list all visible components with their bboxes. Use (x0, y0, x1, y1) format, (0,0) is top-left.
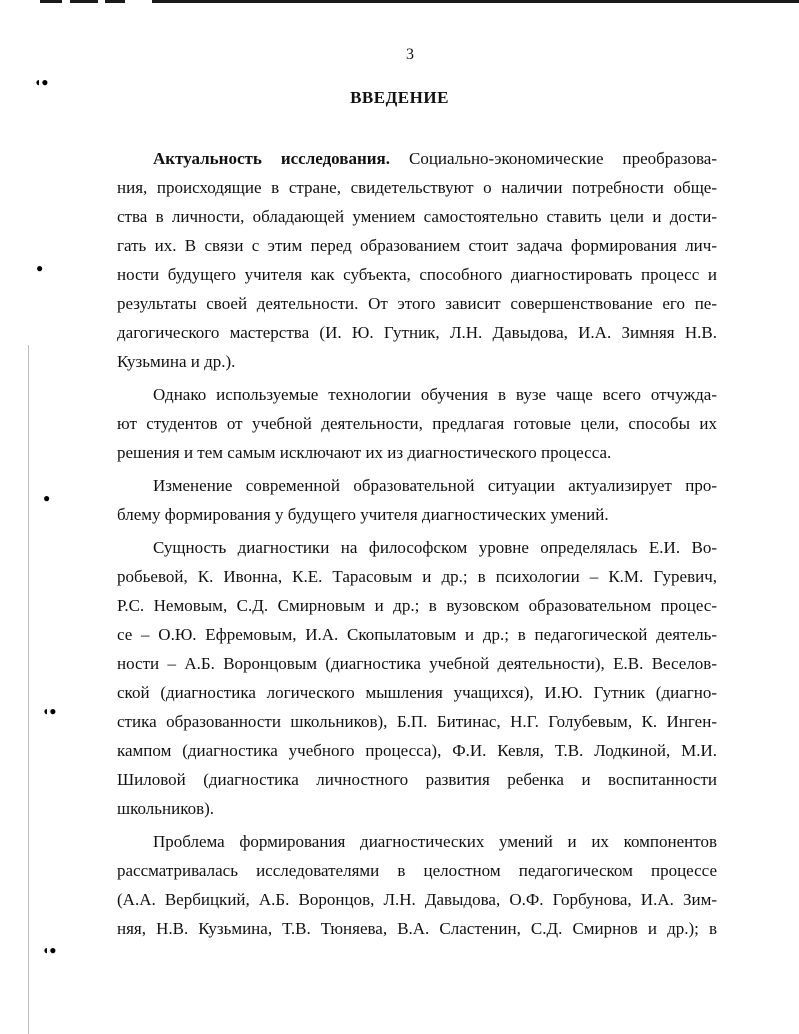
text-line: дагогического мастерства (И. Ю. Гутник, Л.Н. Давыдова, И.А. Зимняя Н.В. (117, 323, 717, 342)
text-line: робьевой, К. Ивонна, К.Е. Тарасовым и др.; в психологии – К.М. Гуревич, (117, 567, 717, 586)
page-title: ВВЕДЕНИЕ (350, 88, 449, 107)
text-line: Актуальность исследования. Социально-экономические преобразова- (153, 149, 717, 168)
text-line: ют студентов от учебной деятельности, предлагая готовые цели, способы их (117, 414, 717, 433)
text-line: Кузьмина и др.). (117, 352, 236, 371)
text-line: Шиловой (диагностика личностного развития ребенка и воспитанности (117, 770, 717, 789)
text-line: ства в личности, обладающей умением самостоятельно ставить цели и дости- (117, 207, 717, 226)
text-line: рассматривалась исследователями в целостном педагогическом процессе (117, 861, 717, 880)
section-lead-in: Актуальность исследования. (153, 149, 390, 168)
left-scan-edge (28, 345, 29, 1034)
text-line: ности будущего учителя как субъекта, способного диагностировать процесс и (117, 265, 717, 284)
text-line: решения и тем самым исключают их из диагностического процесса. (117, 443, 612, 462)
text-line: ской (диагностика логического мышления учащихся), И.Ю. Гутник (диагно- (117, 683, 717, 702)
hole-punch-mark: ◖● (42, 704, 57, 718)
hole-punch-mark: ● (43, 491, 51, 505)
text-line: стика образованности школьников), Б.П. Битинас, Н.Г. Голубевым, К. Инген- (117, 712, 717, 731)
text-line: гать их. В связи с этим перед образованием стоит задача формирования лич- (117, 236, 717, 255)
text-line: Проблема формирования диагностических умений и их компонентов (153, 832, 717, 851)
text-line: школьников). (117, 799, 215, 818)
text-line: Однако используемые технологии обучения в вузе чаще всего отчужда- (153, 385, 717, 404)
text-line: ния, происходящие в стране, свидетельствуют о наличии потребности обще- (117, 178, 717, 197)
hole-punch-mark: ◖● (34, 75, 49, 89)
text-line: Сущность диагностики на философском уровне определялась Е.И. Во- (153, 538, 717, 557)
text-line: кампом (диагностика учебного процесса), Ф.И. Кевля, Т.В. Лодкиной, М.И. (117, 741, 717, 760)
hole-punch-mark: ◖● (42, 943, 57, 957)
text-line: ности – А.Б. Воронцовым (диагностика учебной деятельности), Е.В. Веселов- (117, 654, 717, 673)
text-line: результаты своей деятельности. От этого зависит совершенствование его пе- (117, 294, 717, 313)
hole-punch-mark: ● (36, 261, 44, 275)
text-line: Изменение современной образовательной ситуации актуализирует про- (153, 476, 717, 495)
text-line: (А.А. Вербицкий, А.Б. Воронцов, Л.Н. Давыдова, О.Ф. Горбунова, И.А. Зим- (117, 890, 717, 909)
page-number: 3 (406, 46, 414, 63)
text-line: блему формирования у будущего учителя диагностических умений. (117, 505, 609, 524)
top-scan-border (0, 0, 799, 4)
text-line: се – О.Ю. Ефремовым, И.А. Скопылатовым и др.; в педагогической деятель- (117, 625, 717, 644)
text-line: Р.С. Немовым, С.Д. Смирновым и др.; в вузовском образовательном процес- (117, 596, 717, 615)
text-line: няя, Н.В. Кузьмина, Т.В. Тюняева, В.А. Сластенин, С.Д. Смирнов и др.); в (117, 919, 717, 938)
